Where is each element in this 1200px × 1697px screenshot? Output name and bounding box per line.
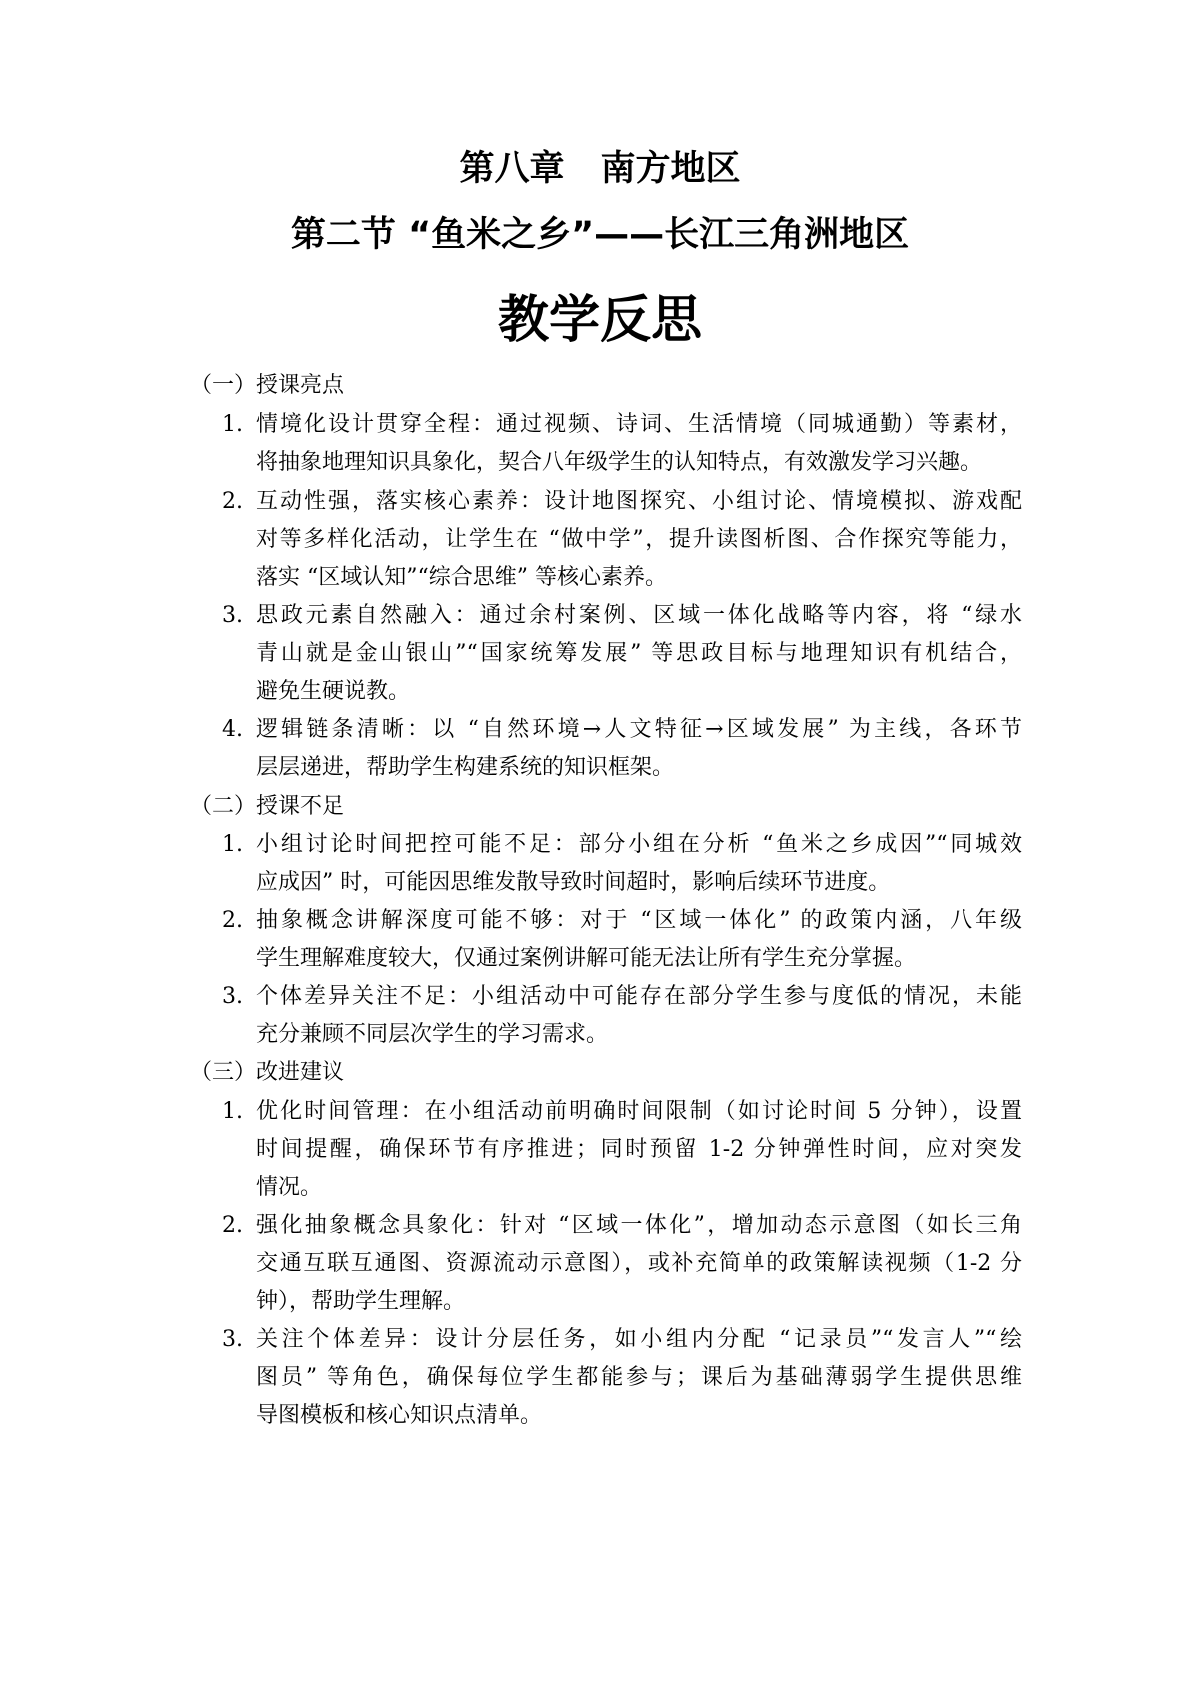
list-item-number: 3.	[222, 1327, 243, 1352]
list-item-line: 情况。	[256, 1175, 323, 1200]
list-item-number: 2.	[222, 489, 243, 514]
chapter-title	[0, 148, 1200, 190]
chapter-name: 南方地区	[600, 149, 741, 189]
section-heading-shortcomings: （二）授课不足	[190, 794, 345, 819]
list-item-line: 抽象概念讲解深度可能不够：对于 “区域一体化” 的政策内涵，八年级	[256, 908, 1022, 933]
list-item-line: 时间提醒，确保环节有序推进；同时预留 1-2 分钟弹性时间，应对突发	[256, 1137, 1022, 1162]
list-item-line: 将抽象地理知识具象化，契合八年级学生的认知特点，有效激发学习兴趣。	[256, 450, 983, 475]
list-item-line: 应成因” 时，可能因思维发散导致时间超时，影响后续环节进度。	[256, 870, 891, 895]
list-item-number: 1.	[222, 832, 243, 857]
section-heading-highlights: （一）授课亮点	[190, 373, 345, 398]
list-item-line: 图员” 等角色，确保每位学生都能参与；课后为基础薄弱学生提供思维	[256, 1365, 1022, 1390]
section-title: 第二节 “鱼米之乡”——长江三角洲地区	[290, 215, 910, 255]
chapter-number: 第八章	[459, 149, 565, 189]
list-item-line: 青山就是金山银山”“国家统筹发展” 等思政目标与地理知识有机结合，	[256, 641, 1022, 666]
list-item-line: 学生理解难度较大，仅通过案例讲解可能无法让所有学生充分掌握。	[256, 946, 917, 971]
list-item-line: 互动性强，落实核心素养：设计地图探究、小组讨论、情境模拟、游戏配	[256, 489, 1022, 514]
list-item-number: 2.	[222, 908, 243, 933]
list-item-line: 优化时间管理：在小组活动前明确时间限制（如讨论时间 5 分钟），设置	[256, 1099, 1022, 1124]
list-item-line: 逻辑链条清晰：以 “自然环境→人文特征→区域发展” 为主线，各环节	[256, 717, 1022, 742]
list-item-line: 关注个体差异：设计分层任务，如小组内分配 “记录员”“发言人”“绘	[256, 1327, 1022, 1352]
section-heading-suggestions: （三）改进建议	[190, 1060, 345, 1085]
list-item-line: 导图模板和核心知识点清单。	[256, 1403, 543, 1428]
list-item-line: 个体差异关注不足：小组活动中可能存在部分学生参与度低的情况，未能	[256, 984, 1022, 1009]
list-item-line: 情境化设计贯穿全程：通过视频、诗词、生活情境（同城通勤）等素材，	[256, 412, 1022, 437]
list-item-line: 落实 “区域认知”“综合思维” 等核心素养。	[256, 565, 667, 590]
list-item-line: 避免生硬说教。	[256, 679, 411, 704]
list-item-number: 1.	[222, 412, 243, 437]
list-item-line: 充分兼顾不同层次学生的学习需求。	[256, 1022, 609, 1047]
list-item-number: 4.	[222, 717, 243, 742]
list-item-line: 对等多样化活动，让学生在 “做中学”，提升读图析图、合作探究等能力，	[256, 527, 1022, 552]
list-item-number: 1.	[222, 1099, 243, 1124]
document-title: 教学反思	[497, 291, 702, 350]
list-item-line: 层层递进，帮助学生构建系统的知识框架。	[256, 755, 675, 780]
list-item-line: 钟），帮助学生理解。	[256, 1289, 466, 1314]
list-item-number: 3.	[222, 603, 243, 628]
list-item-line: 小组讨论时间把控可能不足：部分小组在分析 “鱼米之乡成因”“同城效	[256, 832, 1022, 857]
list-item-line: 思政元素自然融入：通过余村案例、区域一体化战略等内容，将 “绿水	[256, 603, 1022, 628]
list-item-number: 2.	[222, 1213, 243, 1238]
list-item-number: 3.	[222, 984, 243, 1009]
list-item-line: 强化抽象概念具象化：针对 “区域一体化”，增加动态示意图（如长三角	[256, 1213, 1022, 1238]
list-item-line: 交通互联互通图、资源流动示意图），或补充简单的政策解读视频（1-2 分	[256, 1251, 1022, 1276]
